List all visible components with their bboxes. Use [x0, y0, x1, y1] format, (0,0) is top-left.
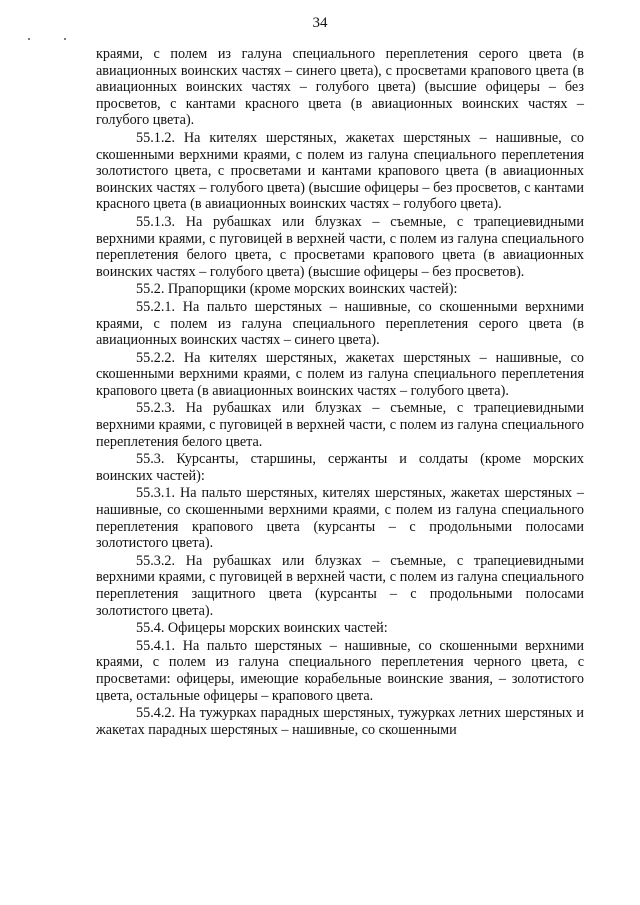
clause-55-2-2: 55.2.2. На кителях шерстяных, жакетах шерстяных – нашивные, со скошенными верхними краями, с полем из галуна специального переплетения крапового цвета (в авиационных воинских частях – голубого цвета). — [96, 349, 584, 399]
clause-55-2-1: 55.2.1. На пальто шерстяных – нашивные, со скошенными верхними краями, с полем из галуна специального переплетения серого цвета (в авиационных воинских частях – синего цвета). — [96, 298, 584, 349]
document-body — [96, 46, 584, 738]
clause-55-3-heading: 55.3. Курсанты, старшины, сержанты и солдаты (кроме морских воинских частей): — [96, 451, 584, 484]
clause-55-2-3: 55.2.3. На рубашках или блузках – съемные, с трапециевидными верхними краями, с пуговицей в верхней части, с полем из галуна специального переплетения белого цвета. — [96, 400, 584, 450]
clause-55-3-2: 55.3.2. На рубашках или блузках – съемные, с трапециевидными верхними краями, с пуговицей в верхней части, с полем из галуна специального переплетения защитного цвета (курсанты – с продольными полосами золотистого цвета). — [96, 552, 584, 619]
clause-55-4-2: 55.4.2. На тужурках парадных шерстяных, тужурках летних шерстяных и жакетах парадных шерстяных – нашивные, со скошенными — [96, 705, 584, 738]
page-number: 34 — [312, 15, 328, 31]
clause-55-2-heading: 55.2. Прапорщики (кроме морских воинских частей): — [136, 281, 458, 298]
clause-55-1-2: 55.1.2. На кителях шерстяных, жакетах шерстяных – нашивные, со скошенными верхними краями, с полем из галуна специального переплетения золотистого цвета, с просветами и кантами крапового цвета (в авиационных воинских частях – голубого цвета) (высшие офицеры – без просветов, с кантами красного цвета (в авиационных воинских частях – голубого цвета). — [96, 129, 584, 213]
clause-55-4-1: 55.4.1. На пальто шерстяных – нашивные, со скошенными верхними краями, с полем из галуна специального переплетения черного цвета, с просветами: офицеры, имеющие корабельные воинские звания, – золотистого цвета, остальные офицеры – крапового цвета. — [96, 637, 584, 704]
scan-speck — [64, 38, 66, 40]
clause-55-4-heading: 55.4. Офицеры морских воинских частей: — [136, 620, 388, 637]
clause-55-1-3: 55.1.3. На рубашках или блузках – съемные, с трапециевидными верхними краями, с пуговицей в верхней части, с полем из галуна специального переплетения белого цвета, с просветами крапового цвета (в авиационных воинских частях – голубого цвета) (высшие офицеры – без просветов). — [96, 213, 584, 280]
scan-speck — [28, 38, 30, 40]
clause-55-3-1: 55.3.1. На пальто шерстяных, кителях шерстяных, жакетах шерстяных – нашивные, со скошенными верхними краями, с полем из галуна специального переплетения крапового цвета (курсанты – с продольными полосами золотистого цвета). — [96, 485, 584, 552]
paragraph-continuation: краями, с полем из галуна специального переплетения серого цвета (в авиационных воинских частях – синего цвета), с просветами крапового цвета (в авиационных воинских частях – голубого цвета) (высшие офицеры – без просветов, с кантами красного цвета (в авиационных воинских частях – голубого цвета). — [96, 46, 584, 129]
